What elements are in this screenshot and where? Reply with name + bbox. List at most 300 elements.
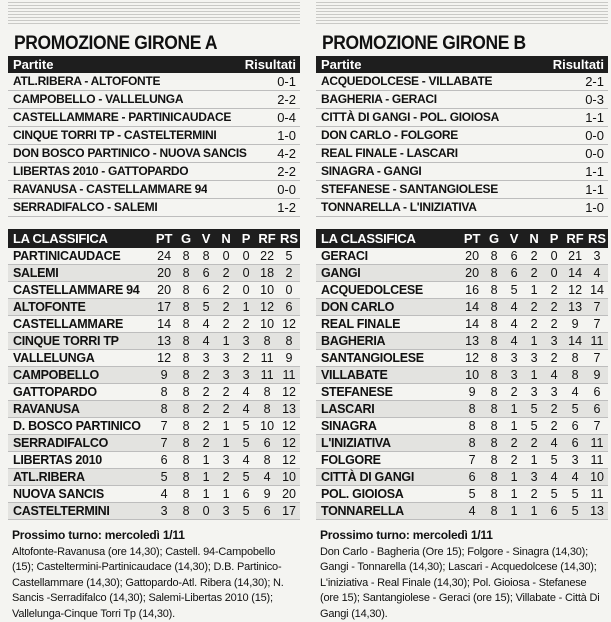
- match-teams: RAVANUSA - CASTELLAMMARE 94: [13, 182, 208, 196]
- standings-row: [8, 316, 300, 333]
- standings-row: [316, 248, 608, 265]
- standings-header: [8, 229, 300, 248]
- match-score: 0-3: [585, 92, 604, 107]
- team-name: BAGHERIA: [321, 334, 386, 348]
- points: 8: [160, 385, 168, 399]
- points: 24: [157, 249, 172, 263]
- col-g: G: [488, 231, 500, 246]
- goals-against: 11: [590, 334, 604, 348]
- goals-for: 11: [260, 351, 274, 365]
- team-name: CASTELLAMMARE: [13, 317, 123, 331]
- standings-row: [8, 384, 300, 401]
- drawn: 2: [222, 470, 230, 484]
- points: 8: [468, 436, 476, 450]
- goals-against: 13: [590, 504, 604, 518]
- played: 8: [490, 368, 498, 382]
- played: 8: [490, 453, 498, 467]
- drawn: 2: [530, 436, 538, 450]
- played: 8: [182, 385, 190, 399]
- played: 8: [182, 317, 190, 331]
- next-round: [316, 528, 608, 622]
- team-name: CAMPOBELLO: [13, 368, 99, 382]
- goals-for: 5: [571, 402, 579, 416]
- goals-for: 12: [260, 300, 275, 314]
- match-teams: CINQUE TORRI TP - CASTELTERMINI: [13, 128, 217, 142]
- result-row: [316, 181, 608, 199]
- goals-against: 6: [285, 300, 293, 314]
- standings-row: [8, 265, 300, 282]
- won: 4: [202, 317, 210, 331]
- points: 6: [160, 453, 168, 467]
- won: 6: [510, 249, 518, 263]
- won: 4: [202, 334, 210, 348]
- won: 8: [202, 249, 210, 263]
- lost: 0: [242, 266, 250, 280]
- won: 3: [202, 351, 210, 365]
- goals-for: 14: [568, 334, 583, 348]
- match-score: 2-2: [277, 164, 296, 179]
- drawn: 1: [530, 453, 538, 467]
- col-p: P: [241, 231, 251, 246]
- goals-for: 18: [260, 266, 275, 280]
- points: 14: [465, 317, 480, 331]
- won: 2: [202, 402, 210, 416]
- points: 9: [468, 385, 476, 399]
- lost: 4: [242, 402, 250, 416]
- standings-row: [8, 418, 300, 435]
- won: 2: [510, 436, 518, 450]
- standings-row: [316, 367, 608, 384]
- drawn: 1: [222, 487, 230, 501]
- won: 6: [510, 266, 518, 280]
- standings-row: [316, 418, 608, 435]
- won: 2: [202, 436, 210, 450]
- standings-row: [316, 282, 608, 299]
- points: 14: [465, 300, 480, 314]
- played: 8: [182, 283, 190, 297]
- standings-row: [8, 469, 300, 486]
- won: 6: [202, 266, 210, 280]
- points: 7: [160, 419, 168, 433]
- team-name: SERRADIFALCO: [13, 436, 109, 450]
- match-teams: BAGHERIA - GERACI: [321, 92, 437, 106]
- team-name: LASCARI: [321, 402, 375, 416]
- drawn: 1: [530, 283, 538, 297]
- team-name: ALTOFONTE: [13, 300, 86, 314]
- drawn: 3: [530, 470, 538, 484]
- standings-row: [8, 248, 300, 265]
- points: 9: [160, 368, 168, 382]
- col-n: N: [221, 231, 231, 246]
- lost: 2: [550, 402, 558, 416]
- drawn: 2: [222, 317, 230, 331]
- played: 8: [490, 317, 498, 331]
- standings-row: [316, 316, 608, 333]
- team-name: TONNARELLA: [321, 504, 404, 518]
- drawn: 2: [530, 249, 538, 263]
- match-teams: REAL FINALE - LASCARI: [321, 146, 458, 160]
- points: 20: [465, 266, 480, 280]
- girone-b-panel: [316, 0, 608, 622]
- goals-for: 12: [568, 283, 583, 297]
- goals-against: 11: [590, 453, 604, 467]
- result-row: [316, 91, 608, 109]
- goals-against: 7: [593, 351, 601, 365]
- col-v: V: [201, 231, 211, 246]
- goals-for: 8: [263, 334, 271, 348]
- points: 4: [468, 504, 476, 518]
- lost: 0: [550, 249, 558, 263]
- goals-against: 17: [282, 504, 296, 518]
- standings-row: [316, 435, 608, 452]
- points: 8: [468, 419, 476, 433]
- standings-row: [8, 367, 300, 384]
- goals-for: 10: [260, 317, 275, 331]
- match-score: 0-0: [585, 128, 604, 143]
- standings-rows: [8, 248, 300, 520]
- result-row: [316, 127, 608, 145]
- goals-against: 12: [282, 453, 296, 467]
- team-name: GANGI: [321, 266, 361, 280]
- won: 1: [510, 402, 518, 416]
- standings-row: [316, 469, 608, 486]
- goals-for: 10: [260, 283, 275, 297]
- lost: 3: [242, 368, 250, 382]
- standings-header-label: LA CLASSIFICA: [13, 231, 108, 246]
- lost: 0: [550, 266, 558, 280]
- lost: 2: [550, 300, 558, 314]
- standings-header-label: LA CLASSIFICA: [321, 231, 416, 246]
- goals-against: 12: [282, 436, 296, 450]
- drawn: 2: [530, 487, 538, 501]
- lost: 4: [242, 385, 250, 399]
- won: 2: [202, 368, 210, 382]
- next-round: [8, 528, 300, 622]
- points: 8: [160, 402, 168, 416]
- goals-against: 11: [590, 487, 604, 501]
- points: 5: [160, 470, 168, 484]
- won: 2: [202, 385, 210, 399]
- col-p: P: [549, 231, 559, 246]
- won: 5: [202, 300, 210, 314]
- girone-a-panel: [8, 0, 300, 622]
- lost: 1: [242, 300, 250, 314]
- next-round-text: Don Carlo - Bagheria (Ore 15); Folgore - Sinagra (14,30); Gangi - Tonnarella (14,30); Lascari - Acquedolcese (14,30); L'iniziativa - Real Finale (14,30); Pol. Gioiosa - Stefanese (ore 15); Santangiolese - Geraci (ore 15); Villabate - Città Di Gangi (14,30).: [320, 545, 600, 620]
- standings-table: [316, 229, 608, 520]
- drawn: 1: [530, 368, 538, 382]
- won: 5: [510, 283, 518, 297]
- team-name: SALEMI: [13, 266, 59, 280]
- won: 1: [202, 487, 210, 501]
- match-teams: TONNARELLA - L'INIZIATIVA: [321, 200, 477, 214]
- goals-against: 2: [285, 266, 293, 280]
- played: 8: [182, 436, 190, 450]
- played: 8: [490, 436, 498, 450]
- match-score: 1-1: [585, 182, 604, 197]
- goals-for: 6: [263, 436, 271, 450]
- drawn: 3: [222, 368, 230, 382]
- match-teams: DON BOSCO PARTINICO - NUOVA SANCIS: [13, 146, 247, 160]
- drawn: 1: [222, 419, 230, 433]
- results-list: [316, 73, 608, 217]
- result-row: [8, 127, 300, 145]
- points: 7: [468, 453, 476, 467]
- match-score: 1-1: [585, 164, 604, 179]
- won: 1: [202, 453, 210, 467]
- team-name: FOLGORE: [321, 453, 381, 467]
- standings-row: [316, 452, 608, 469]
- lost: 4: [550, 436, 558, 450]
- goals-against: 6: [593, 385, 601, 399]
- lost: 5: [242, 504, 250, 518]
- team-name: SINAGRA: [321, 419, 377, 433]
- goals-for: 13: [568, 300, 583, 314]
- lost: 5: [242, 470, 250, 484]
- standings-row: [316, 401, 608, 418]
- drawn: 5: [530, 402, 538, 416]
- goals-for: 8: [263, 453, 271, 467]
- points: 16: [465, 283, 480, 297]
- team-name: ACQUEDOLCESE: [321, 283, 423, 297]
- drawn: 2: [222, 300, 230, 314]
- drawn: 1: [530, 504, 538, 518]
- played: 8: [182, 300, 190, 314]
- match-score: 4-2: [277, 146, 296, 161]
- played: 8: [490, 487, 498, 501]
- lost: 4: [242, 453, 250, 467]
- standings-row: [316, 486, 608, 503]
- played: 8: [182, 334, 190, 348]
- result-row: [316, 109, 608, 127]
- standings-row: [316, 265, 608, 282]
- match-teams: CASTELLAMMARE - PARTINICAUDACE: [13, 110, 232, 124]
- drawn: 2: [222, 385, 230, 399]
- lost: 2: [550, 419, 558, 433]
- played: 8: [182, 402, 190, 416]
- goals-for: 21: [568, 249, 583, 263]
- standings-row: [8, 503, 300, 520]
- result-row: [8, 181, 300, 199]
- results-header: [8, 56, 300, 73]
- points: 20: [157, 283, 172, 297]
- played: 8: [182, 504, 190, 518]
- match-teams: SINAGRA - GANGI: [321, 164, 422, 178]
- won: 1: [510, 487, 518, 501]
- results-header-risultati: Risultati: [244, 57, 296, 72]
- goals-for: 5: [571, 487, 579, 501]
- goals-for: 6: [571, 419, 579, 433]
- points: 3: [160, 504, 168, 518]
- decorative-stripe: [316, 0, 608, 24]
- played: 8: [182, 351, 190, 365]
- won: 6: [202, 283, 210, 297]
- goals-against: 10: [590, 470, 604, 484]
- col-pt: PT: [155, 231, 173, 246]
- points: 7: [160, 436, 168, 450]
- points: 12: [157, 351, 172, 365]
- team-name: PARTINICAUDACE: [13, 249, 121, 263]
- played: 8: [182, 368, 190, 382]
- results-header-partite: Partite: [13, 57, 54, 72]
- points: 10: [465, 368, 480, 382]
- goals-for: 6: [263, 504, 271, 518]
- standings-rows: [316, 248, 608, 520]
- col-pt: PT: [463, 231, 481, 246]
- drawn: 0: [222, 249, 230, 263]
- goals-for: 9: [571, 317, 579, 331]
- won: 1: [202, 470, 210, 484]
- lost: 2: [550, 351, 558, 365]
- goals-against: 12: [282, 317, 296, 331]
- points: 8: [468, 402, 476, 416]
- result-row: [8, 199, 300, 217]
- team-name: GATTOPARDO: [13, 385, 97, 399]
- col-g: G: [180, 231, 192, 246]
- goals-against: 13: [282, 402, 296, 416]
- goals-against: 12: [282, 419, 296, 433]
- lost: 2: [242, 351, 250, 365]
- lost: 5: [242, 419, 250, 433]
- team-name: ATL.RIBERA: [13, 470, 85, 484]
- points: 14: [157, 317, 172, 331]
- decorative-stripe: [8, 0, 300, 24]
- won: 0: [202, 504, 210, 518]
- played: 8: [490, 385, 498, 399]
- goals-for: 4: [263, 470, 271, 484]
- played: 8: [182, 453, 190, 467]
- match-score: 1-0: [277, 128, 296, 143]
- standings-header: [316, 229, 608, 248]
- played: 8: [490, 351, 498, 365]
- standings-row: [316, 333, 608, 350]
- match-score: 2-1: [585, 74, 604, 89]
- drawn: 1: [222, 436, 230, 450]
- girone-a-title: PROMOZIONE GIRONE A: [14, 33, 218, 54]
- drawn: 1: [530, 334, 538, 348]
- match-teams: CAMPOBELLO - VALLELUNGA: [13, 92, 184, 106]
- drawn: 3: [222, 453, 230, 467]
- lost: 2: [242, 317, 250, 331]
- standings-row: [8, 452, 300, 469]
- team-name: CASTELTERMINI: [13, 504, 110, 518]
- goals-for: 11: [260, 368, 274, 382]
- goals-against: 0: [285, 283, 293, 297]
- won: 4: [510, 317, 518, 331]
- girone-b-title: PROMOZIONE GIRONE B: [322, 33, 526, 54]
- points: 17: [157, 300, 172, 314]
- team-name: VALLELUNGA: [13, 351, 95, 365]
- goals-against: 10: [282, 470, 296, 484]
- team-name: CINQUE TORRI TP: [13, 334, 119, 348]
- col-rf: RF: [566, 231, 584, 246]
- won: 2: [510, 453, 518, 467]
- col-rf: RF: [258, 231, 276, 246]
- standings-row: [316, 503, 608, 520]
- team-name: GERACI: [321, 249, 368, 263]
- results-header-partite: Partite: [321, 57, 362, 72]
- match-score: 1-1: [585, 110, 604, 125]
- points: 13: [465, 334, 480, 348]
- goals-for: 8: [263, 385, 271, 399]
- standings-table: [8, 229, 300, 520]
- goals-for: 10: [260, 419, 275, 433]
- goals-against: 4: [593, 266, 601, 280]
- standings-row: [8, 401, 300, 418]
- played: 8: [490, 504, 498, 518]
- lost: 6: [550, 504, 558, 518]
- played: 8: [182, 487, 190, 501]
- drawn: 3: [530, 385, 538, 399]
- match-teams: DON CARLO - FOLGORE: [321, 128, 458, 142]
- goals-for: 6: [571, 436, 579, 450]
- goals-for: 8: [571, 368, 579, 382]
- played: 8: [490, 266, 498, 280]
- standings-row: [8, 350, 300, 367]
- team-name: LIBERTAS 2010: [13, 453, 102, 467]
- lost: 0: [242, 283, 250, 297]
- standings-row: [8, 486, 300, 503]
- goals-against: 7: [593, 317, 601, 331]
- team-name: REAL FINALE: [321, 317, 401, 331]
- won: 4: [510, 334, 518, 348]
- lost: 5: [242, 436, 250, 450]
- won: 3: [510, 368, 518, 382]
- goals-against: 9: [593, 368, 601, 382]
- lost: 5: [550, 453, 558, 467]
- goals-against: 5: [285, 249, 293, 263]
- match-teams: STEFANESE - SANTANGIOLESE: [321, 182, 498, 196]
- match-teams: ACQUEDOLCESE - VILLABATE: [321, 74, 493, 88]
- drawn: 2: [222, 402, 230, 416]
- team-name: CITTÀ DI GANGI: [321, 470, 415, 484]
- lost: 0: [242, 249, 250, 263]
- results-header: [316, 56, 608, 73]
- match-teams: CITTÀ DI GANGI - POL. GIOIOSA: [321, 110, 499, 124]
- points: 12: [465, 351, 480, 365]
- won: 1: [510, 470, 518, 484]
- match-teams: SERRADIFALCO - SALEMI: [13, 200, 158, 214]
- match-score: 0-0: [585, 146, 604, 161]
- goals-for: 8: [263, 402, 271, 416]
- match-score: 0-4: [277, 110, 296, 125]
- drawn: 1: [222, 334, 230, 348]
- team-name: CASTELLAMMARE 94: [13, 283, 140, 297]
- won: 2: [510, 385, 518, 399]
- drawn: 2: [530, 317, 538, 331]
- played: 8: [182, 266, 190, 280]
- lost: 5: [550, 487, 558, 501]
- goals-against: 20: [282, 487, 296, 501]
- won: 1: [510, 504, 518, 518]
- goals-for: 8: [571, 351, 579, 365]
- played: 8: [490, 470, 498, 484]
- match-teams: ATL.RIBERA - ALTOFONTE: [13, 74, 161, 88]
- points: 6: [468, 470, 476, 484]
- standings-row: [8, 299, 300, 316]
- results-list: [8, 73, 300, 217]
- standings-row: [8, 435, 300, 452]
- goals-for: 22: [260, 249, 275, 263]
- played: 8: [490, 334, 498, 348]
- col-rs: RS: [587, 231, 607, 246]
- team-name: D. BOSCO PARTINICO: [13, 419, 141, 433]
- won: 3: [510, 351, 518, 365]
- goals-against: 14: [590, 283, 604, 297]
- goals-against: 12: [282, 385, 296, 399]
- goals-for: 4: [571, 385, 579, 399]
- goals-against: 7: [593, 300, 601, 314]
- lost: 4: [550, 368, 558, 382]
